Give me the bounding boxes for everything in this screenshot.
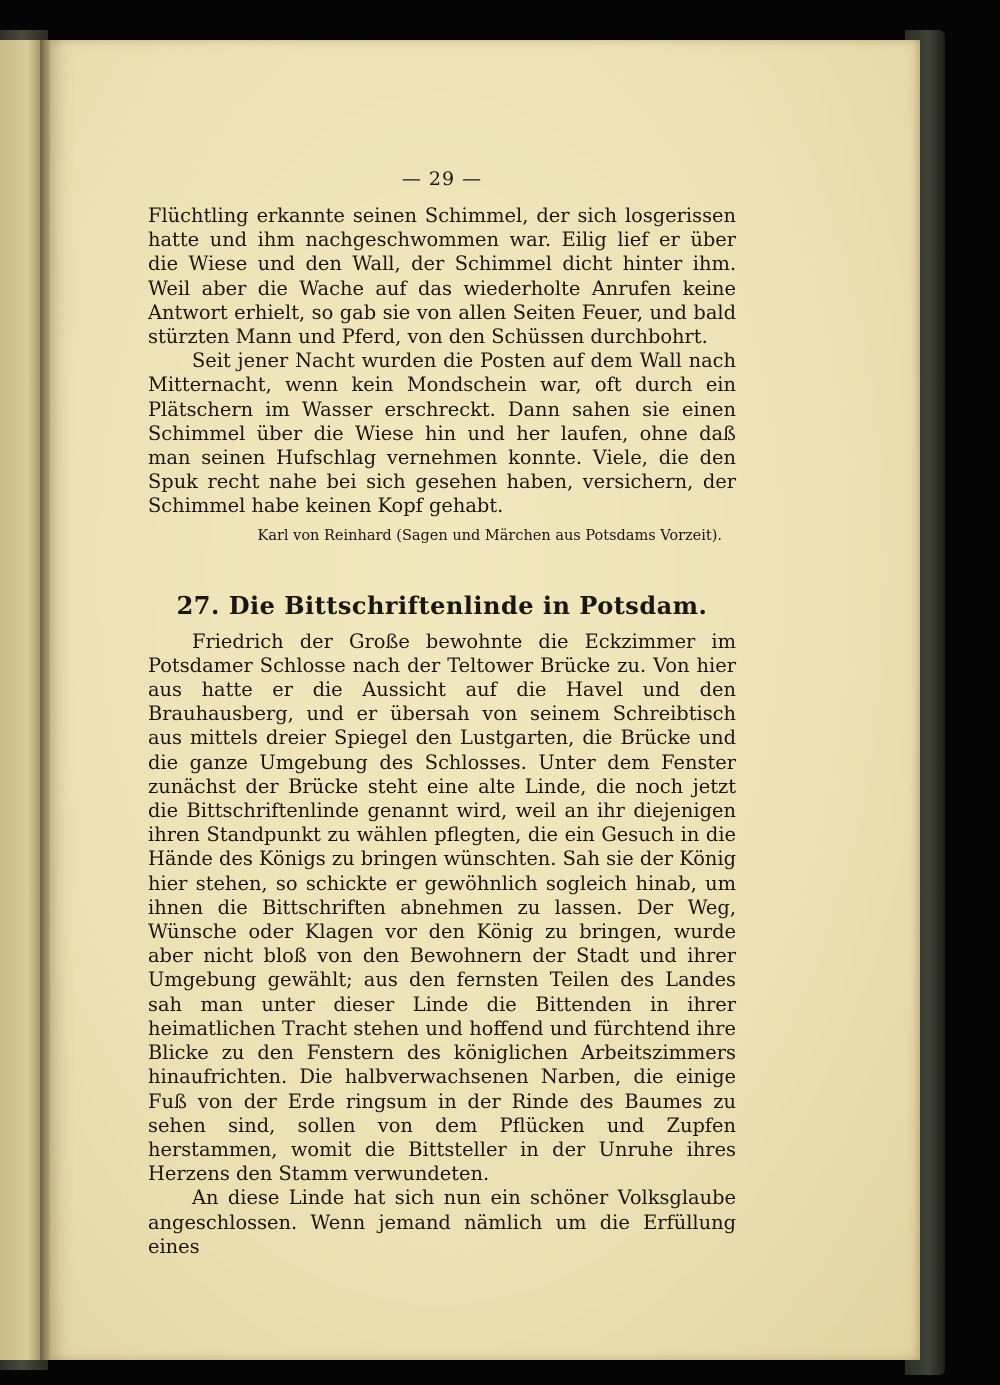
continued-paragraph: Flüchtling erkannte seinen Schimmel, der sich losgerissen hatte und ihm nachgeschwommen war. Eilig lief er über die Wiese und den Wall, der Schimmel dicht hinter ihm. Weil aber die Wache auf das wiederholte Anrufen keine Antwort erhielt, so gab sie von allen Seiten Feuer, und bald stürzten Mann und Pferd, von den Schüssen durchbohrt. [148, 204, 736, 349]
paragraph-3: Friedrich der Große bewohnte die Eckzimmer im Potsdamer Schlosse nach der Teltower Brücke zu. Von hier aus hatte er die Aussicht auf die Havel und den Brauhausberg, und er übersah von seinem Schreibtisch aus mittels dreier Spiegel den Lustgarten, die Brücke und die ganze Umgebung des Schlosses. Unter dem Fenster zunächst der Brücke steht eine alte Linde, die noch jetzt die Bittschriftenlinde genannt wird, weil an ihr diejenigen ihren Standpunkt zu wählen pflegten, die ein Gesuch in die Hände des Königs zu bringen wünschten. Sah sie der König hier stehen, so schickte er gewöhnlich sogleich hinab, um ihnen die Bittschriften abnehmen zu lassen. Der Weg, Wünsche oder Klagen vor den König zu bringen, wurde aber nicht bloß von den Bewohnern der Stadt und ihrer Umgebung gewählt; aus den fernsten Teilen des Landes sah man unter dieser Linde die Bittenden in ihrer heimatlichen Tracht stehen und hoffend und fürchtend ihre Blicke zu den Fenstern des königlichen Arbeitszimmers hinaufrichten. Die halbverwachsenen Narben, die einige Fuß von der Erde ringsum in der Rinde des Baumes zu sehen sind, sollen von dem Pflücken und Zupfen herstammen, womit die Bittsteller in der Unruhe ihres Herzens den Stamm verwundeten. [148, 629, 736, 1186]
page-number: — 29 — [401, 168, 483, 190]
left-page-edge [0, 40, 40, 1360]
page-gutter [40, 40, 50, 1360]
paragraph-4: An diese Linde hat sich nun ein schöner Volksglaube angeschlossen. Wenn jemand nämlich um die Erfüllung eines [148, 1186, 736, 1258]
section-heading: 27. Die Bittschriftenlinde in Potsdam. [176, 590, 708, 620]
source-citation: Karl von Reinhard (Sagen und Märchen aus Potsdams Vorzeit). [257, 527, 722, 544]
paragraph-2: Seit jener Nacht wurden die Posten auf dem Wall nach Mitternacht, wenn kein Mondschein war, oft durch ein Plätschern im Wasser erschreckt. Dann sahen sie einen Schimmel über die Wiese hin und her laufen, ohne daß man seinen Hufschlag vernehmen konnte. Viele, die den Spuk recht nahe bei sich gesehen haben, versichern, der Schimmel habe keinen Kopf gehabt. [148, 349, 736, 518]
page-text [148, 168, 736, 1259]
